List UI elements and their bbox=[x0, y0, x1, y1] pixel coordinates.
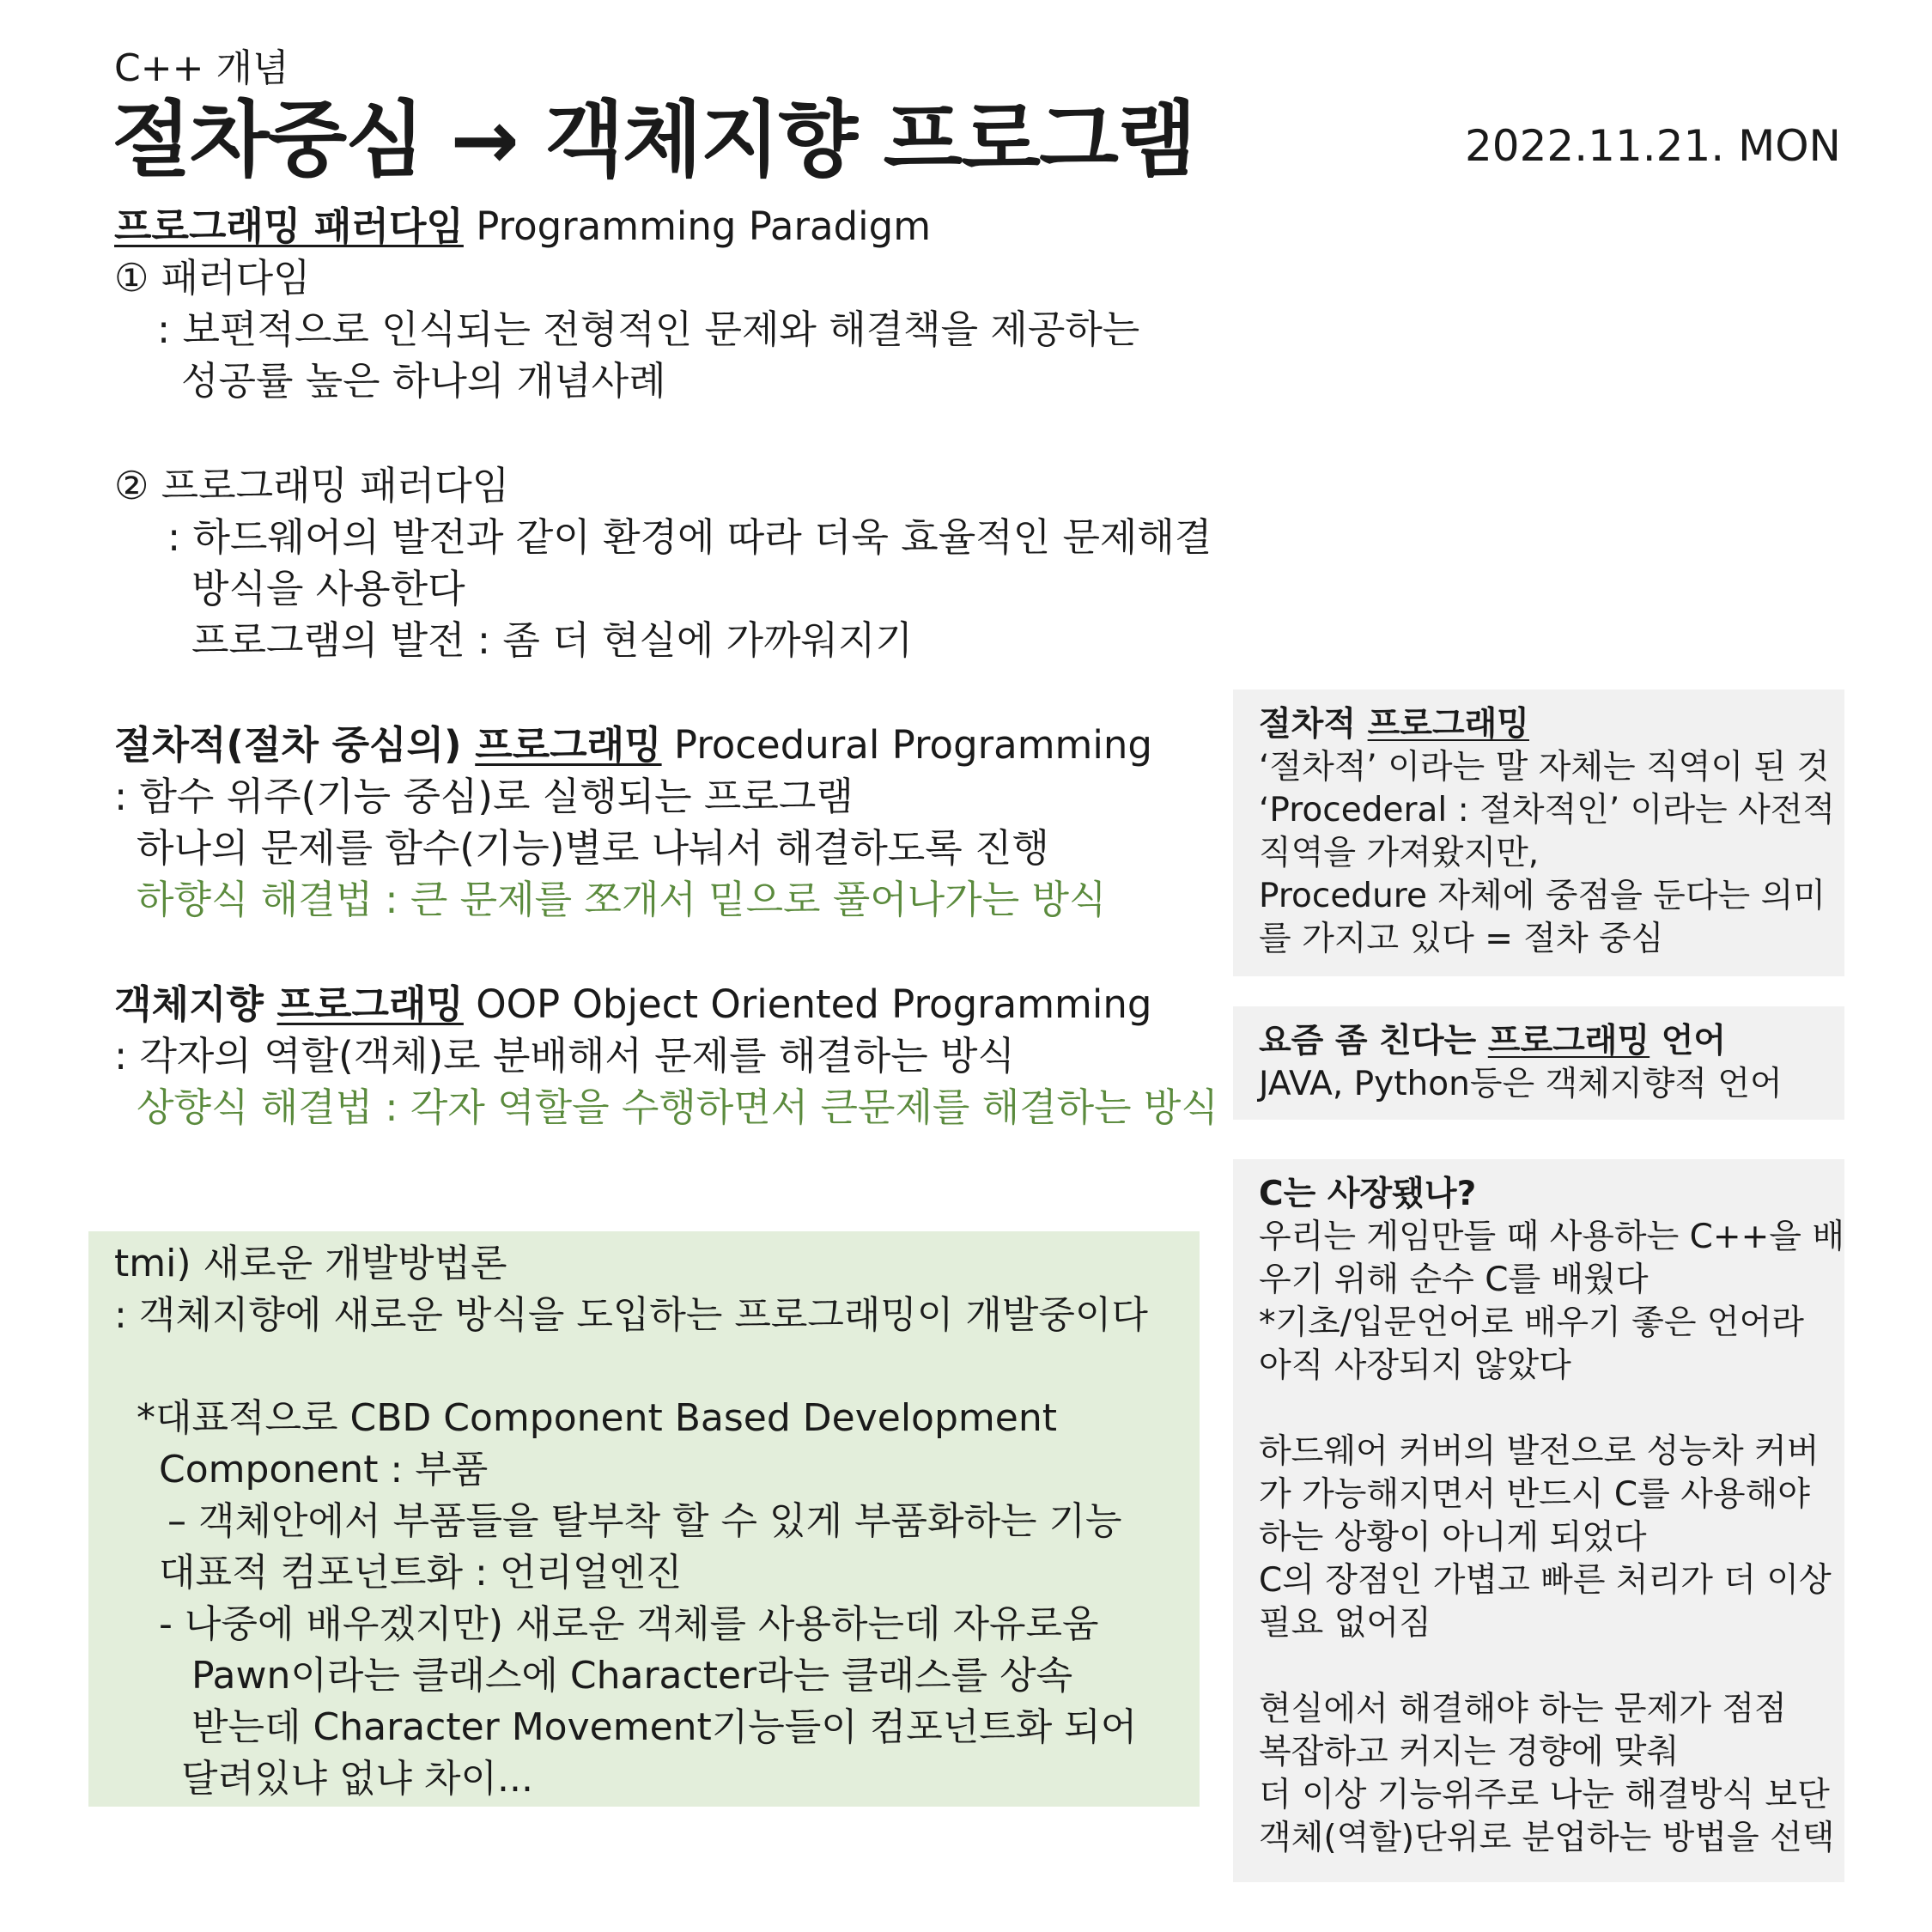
side3-line5: 하드웨어 커버의 발전으로 성능차 커버 bbox=[1259, 1432, 1820, 1471]
side-box-languages bbox=[1233, 1006, 1844, 1120]
procedural-heading-c: Procedural Programming bbox=[661, 722, 1152, 768]
paradigm-item2-line2: 방식을 사용한다 bbox=[191, 566, 465, 611]
side1-heading-a: 절차적 bbox=[1259, 705, 1368, 744]
side1-line2: ‘Procederal : 절차적인’ 이라는 사전적 bbox=[1259, 791, 1836, 829]
tmi-line6: 대표적 컴포넌트화 : 언리얼엔진 bbox=[159, 1551, 683, 1595]
side3-line11: 복잡하고 커지는 경향에 맞춰 bbox=[1259, 1733, 1680, 1771]
side3-line9: 필요 없어짐 bbox=[1259, 1604, 1431, 1643]
procedural-section bbox=[114, 720, 1152, 926]
oop-section bbox=[114, 979, 1218, 1133]
oop-line2: 상향식 해결법 : 각자 역할을 수행하면서 큰문제를 해결하는 방식 bbox=[137, 1084, 1218, 1130]
paradigm-item1-line1: : 보편적으로 인식되는 전형적인 문제와 해결책을 제공하는 bbox=[157, 307, 1140, 352]
paradigm-item2-line3: 프로그램의 발전 : 좀 더 현실에 가까워지기 bbox=[191, 617, 913, 663]
side3-line12: 더 이상 기능위주로 나눈 해결방식 보단 bbox=[1259, 1776, 1830, 1814]
side-box-c-language bbox=[1233, 1159, 1844, 1882]
side3-line4: 아직 사장되지 않았다 bbox=[1259, 1346, 1571, 1385]
oop-heading bbox=[114, 979, 1218, 1030]
side1-line3: 직역을 가져왔지만, bbox=[1259, 834, 1540, 872]
side1-line4: Procedure 자체에 중점을 둔다는 의미 bbox=[1259, 877, 1826, 915]
tmi-line7: - 나중에 배우겠지만) 새로운 객체를 사용하는데 자유로움 bbox=[159, 1602, 1099, 1646]
side3-line2: 우기 위해 순수 C를 배웠다 bbox=[1259, 1261, 1649, 1299]
side2-heading-a: 요즘 좀 친다는 bbox=[1259, 1022, 1488, 1060]
tmi-line10: 달려있냐 없냐 차이... bbox=[181, 1757, 533, 1801]
side2-heading-b: 프로그래밍 bbox=[1487, 1022, 1650, 1060]
paradigm-section bbox=[114, 201, 1139, 407]
oop-heading-c: OOP Object Oriented Programming bbox=[463, 981, 1152, 1027]
procedural-line2: 하나의 문제를 함수(기능)별로 나눠서 해결하도록 진행 bbox=[137, 825, 1049, 871]
tmi-box bbox=[88, 1231, 1200, 1807]
paradigm-item1-title: ① 패러다임 bbox=[114, 255, 311, 301]
tmi-line1: tmi) 새로운 개발방법론 bbox=[114, 1242, 507, 1285]
side1-heading-b: 프로그래밍 bbox=[1367, 705, 1529, 744]
side3-line3: *기초/입문언어로 배우기 좋은 언어라 bbox=[1259, 1303, 1804, 1342]
tmi-line9: 받는데 Character Movement기능들이 컴포넌트화 되어 bbox=[191, 1705, 1138, 1749]
tmi-line2: : 객체지향에 새로운 방식을 도입하는 프로그래밍이 개발중이다 bbox=[114, 1293, 1148, 1337]
paradigm-heading-kr: 프로그래밍 패러다임 bbox=[114, 204, 464, 249]
side3-line1: 우리는 게임만들 때 사용하는 C++을 배 bbox=[1259, 1218, 1844, 1256]
side3-line13: 객체(역할)단위로 분업하는 방법을 선택 bbox=[1259, 1819, 1835, 1857]
paradigm-item2-line1: : 하드웨어의 발전과 같이 환경에 따라 더욱 효율적인 문제해결 bbox=[167, 514, 1212, 560]
side3-line10: 현실에서 해결해야 하는 문제가 점점 bbox=[1259, 1690, 1787, 1728]
page-date: 2022.11.21. MON bbox=[1465, 121, 1841, 171]
paradigm-heading-en: Programming Paradigm bbox=[463, 204, 932, 249]
side3-line6: 가 가능해지면서 반드시 C를 사용해야 bbox=[1259, 1475, 1810, 1514]
side3-spacer2 bbox=[1259, 1645, 1824, 1688]
tmi-line4: Component : 부품 bbox=[159, 1448, 489, 1492]
procedural-line3: 하향식 해결법 : 큰 문제를 쪼개서 밑으로 풀어나가는 방식 bbox=[137, 877, 1107, 922]
side-box-procedural bbox=[1233, 690, 1844, 976]
side2-line1: JAVA, Python등은 객체지향적 언어 bbox=[1259, 1065, 1783, 1103]
paradigm-heading bbox=[114, 201, 1139, 252]
oop-heading-b: 프로그래밍 bbox=[276, 981, 464, 1027]
side3-line7: 하는 상황이 아니게 되었다 bbox=[1259, 1518, 1647, 1557]
tmi-line8: Pawn이라는 클래스에 Character라는 클래스를 상속 bbox=[191, 1654, 1073, 1698]
page-title: 절차중심 → 객체지향 프로그램 bbox=[112, 92, 1195, 188]
tmi-line3: *대표적으로 CBD Component Based Development bbox=[137, 1396, 1057, 1440]
tmi-content bbox=[114, 1238, 1148, 1805]
programming-paradigm-section bbox=[114, 460, 1212, 666]
tmi-line5: – 객체안에서 부품들을 탈부착 할 수 있게 부품화하는 기능 bbox=[167, 1499, 1122, 1543]
side3-line8: C의 장점인 가볍고 빠른 처리가 더 이상 bbox=[1259, 1561, 1832, 1600]
procedural-line1: : 함수 위주(기능 중심)로 실행되는 프로그램 bbox=[114, 774, 854, 819]
side2-heading-c: 언어 bbox=[1649, 1022, 1727, 1060]
side2-heading bbox=[1259, 1020, 1824, 1063]
oop-heading-a: 객체지향 bbox=[114, 981, 277, 1027]
paradigm-item1-line2: 성공률 높은 하나의 개념사례 bbox=[181, 358, 666, 404]
procedural-heading bbox=[114, 720, 1152, 771]
side1-heading bbox=[1259, 703, 1824, 746]
procedural-heading-a: 절차적(절차 중심의) bbox=[114, 722, 476, 768]
page-subtitle: C++ 개념 bbox=[114, 46, 289, 90]
side3-spacer1 bbox=[1259, 1388, 1824, 1431]
procedural-heading-b: 프로그래밍 bbox=[475, 722, 662, 768]
paradigm-item2-title: ② 프로그래밍 패러다임 bbox=[114, 463, 510, 508]
side3-heading: C는 사장됐나? bbox=[1259, 1175, 1477, 1213]
side1-line1: ‘절차적’ 이라는 말 자체는 직역이 된 것 bbox=[1259, 748, 1830, 787]
tmi-spacer bbox=[114, 1341, 1148, 1393]
side1-line5: 를 가지고 있다 = 절차 중심 bbox=[1259, 920, 1664, 958]
oop-line1: : 각자의 역할(객체)로 분배해서 문제를 해결하는 방식 bbox=[114, 1033, 1015, 1078]
